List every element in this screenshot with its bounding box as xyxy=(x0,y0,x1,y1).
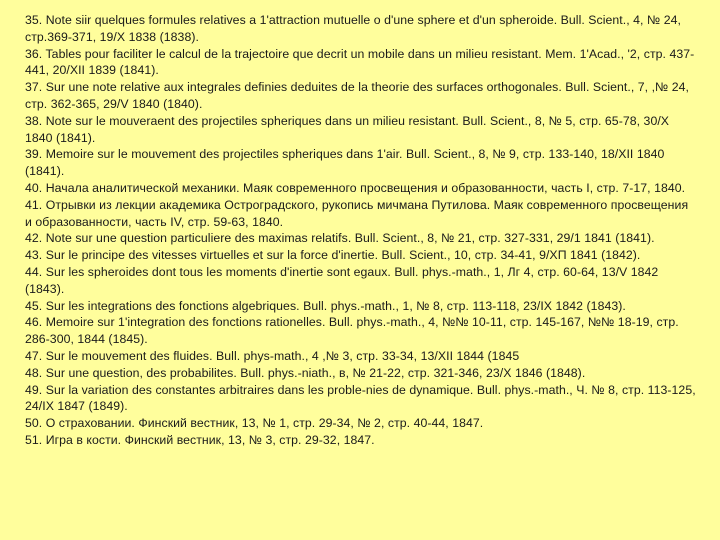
bibliography-entry: 48. Sur une question, des probabilites. Bull. phys.-niath., в, № 21-22, стр. 321-346, 23/X 1846 (1848). xyxy=(25,365,586,380)
bibliography-entry: 38. Note sur le mouveraent des projectiles spheriques dans un milieu resistant. Bull. Scient., 8, № 5, стр. 65-78, 30/X 1840 (1841). xyxy=(25,113,670,145)
bibliography-entry: 49. Sur la variation des constantes arbitraires dans les proble-nies de dynamique. Bull. phys.-math., Ч. № 8, стр. 113-125, 24/IX 1847 (1849). xyxy=(25,382,696,414)
bibliography-entry: 35. Note siir quelques formules relatives a 1'attraction mutuelle o d'une sphere et d'un spheroide. Bull. Scient., 4, № 24, стр.369-371, 19/X 1838 (1838). xyxy=(25,13,681,44)
bibliography-entry: 42. Note sur une question particuliere des maximas relatifs. Bull. Scient., 8, № 21, стр. 327-331, 29/1 1841 (1841). xyxy=(25,231,655,246)
bibliography-entry: 44. Sur les spheroides dont tous les moments d'inertie sont egaux. Bull. phys.-math., 1, Лг 4, стр. 60-64, 13/V 1842 (1843). xyxy=(25,264,659,296)
bibliography-list xyxy=(25,12,698,449)
bibliography-entry: 37. Sur une note relative aux integrales definies deduites de la theorie des surfaces orthogonales. Bull. Scient., 7, ,№ 24, стр. 362-365, 29/V 1840 (1840). xyxy=(25,80,690,111)
bibliography-entry: 41. Отрывки из лекции академика Остроградского, рукопись мичмана Путилова. Маяк современного просвещения и образованности, часть IV, стр. 59-63, 1840. xyxy=(25,197,689,229)
bibliography-entry: 40. Начала аналитической механики. Маяк современного просвещения и образованности, часть I, стр. 7-17, 1840. xyxy=(25,180,686,195)
bibliography-entry: 36. Tables pour faciliter le calcul de la trajectoire que decrit un mobile dans un milieu resistant. Mem. 1'Acad., '2, стр. 437-441, 20/XII 1839 (1841). xyxy=(25,46,695,78)
bibliography-entry: 50. О страховании. Финский вестник, 13, № 1, стр. 29-34, № 2, стр. 40-44, 1847. xyxy=(25,416,484,431)
bibliography-entry: 39. Memoire sur le mouvement des projectiles spheriques dans 1'air. Bull. Scient., 8, № 9, стр. 133-140, 18/XII 1840 (1841). xyxy=(25,147,665,179)
bibliography-entry: 43. Sur le principe des vitesses virtuelles et sur la force d'inertie. Bull. Scient., 10, стр. 34-41, 9/ХП 1841 (1842). xyxy=(25,248,641,263)
bibliography-entry: 47. Sur le mouvement des fluides. Bull. phys-math., 4 ,№ 3, стр. 33-34, 13/XII 1844 (1845 xyxy=(25,348,520,363)
bibliography-entry: 51. Игра в кости. Финский вестник, 13, № 3, стр. 29-32, 1847. xyxy=(25,432,375,447)
bibliography-entry: 46. Memoire sur 1'integration des fonctions rationelles. Bull. phys.-math., 4, №№ 10-11, стр. 145-167, №№ 18-19, стр. 286-300, 1844 (1845). xyxy=(25,315,679,347)
bibliography-entry: 45. Sur les integrations des fonctions algebriques. Bull. phys.-math., 1, № 8, стр. 113-118, 23/IX 1842 (1843). xyxy=(25,298,626,313)
